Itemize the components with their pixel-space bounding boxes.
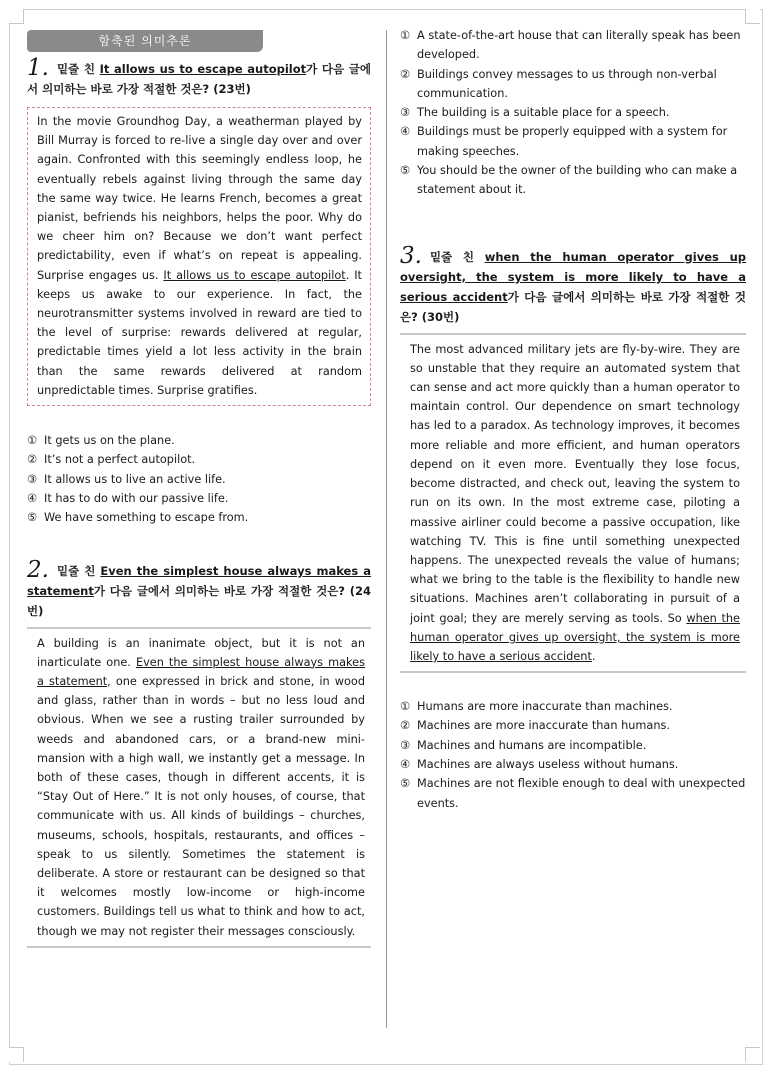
option-marker: ③: [400, 738, 411, 752]
question-number: 1.: [27, 55, 49, 81]
crop-mark-top-right: [745, 9, 760, 24]
section-badge: 함축된 의미추론: [27, 30, 263, 52]
option-text: Machines and humans are incompatible.: [417, 738, 647, 752]
option-2[interactable]: [27, 450, 371, 469]
passage-text: In the movie Groundhog Day, a weatherman played by Bill Murray is forced to re-live a single day over and over again. Confronted with this seemingly endless loop, he eventually rebels against living through the same day the same way twice. He learns French, becomes a great pianist, befriends his neighbors, helps the poor. Why do we cheer him on? Because we don’t want perfect predictability, even if what’s on repeat is appealing. Surprise engages us.: [37, 115, 362, 282]
option-marker: ①: [400, 29, 411, 42]
option-text: You should be the owner of the building who can make a statement about it.: [417, 164, 738, 197]
option-marker: ④: [27, 491, 38, 505]
passage-text: .: [591, 649, 596, 663]
option-1[interactable]: [400, 697, 746, 716]
heading-suffix: 가 다음 글에서 의미하는 바로 가장 적절한 것은? (24번): [27, 583, 371, 618]
option-4[interactable]: [27, 489, 371, 508]
option-text: A state-of-the-art house that can literally speak has been developed.: [417, 29, 741, 62]
passage-text: . It keeps us awake to our experience. In fact, the neurotransmitter systems involved in reward are tied to the level of surprise: rewards delivered at regular, predictable times yield a lot less activity in the brain than the same rewards delivered at random unpredictable times. Surprise gratifies.: [37, 268, 362, 397]
option-text: It allows us to live an active life.: [44, 472, 226, 486]
passage-text: A building is an inanimate object, but it is not an inarticulate one.: [37, 636, 365, 669]
right-column: [400, 26, 746, 813]
option-2[interactable]: [400, 716, 746, 735]
crop-mark-top-left: [9, 9, 24, 24]
question-2-passage: [27, 627, 371, 948]
heading-prefix: 밑줄 친: [56, 62, 100, 76]
option-text: Machines are always useless without humans.: [417, 758, 679, 772]
passage-text: The most advanced military jets are fly-by-wire. They are so unstable that they require an automated system that can sense and act more quickly than a human operator to maintain control. Our dependence on smart technology has led to a paradox. As technology improves, it becomes more reliable and more efficient, and human operators depend on it even more. Eventually they lose focus, become distracted, and check out, leaving the system to run on its own. In the most extreme case, piloting a massive airliner could become a passive occupation, like watching TV. This is fine until something unexpected happens. The unexpected reveals the value of humans; what we bring to the table is the flexibility to handle new situations. Machines aren’t collaborating in pursuit of a joint goal; they are merely serving as tools. So: [410, 342, 740, 625]
question-1: [27, 55, 371, 528]
question-3-options: [400, 697, 746, 813]
option-marker: ②: [400, 719, 411, 733]
question-2-options: [400, 26, 746, 200]
heading-underlined-phrase: Even the simplest house always makes a statement: [27, 563, 371, 598]
left-column: [27, 30, 371, 948]
option-marker: ⑤: [27, 511, 38, 525]
option-marker: ③: [27, 472, 38, 486]
question-number: 3.: [400, 242, 422, 269]
option-text: It has to do with our passive life.: [44, 491, 229, 505]
option-text: Machines are not flexible enough to deal with unexpected events.: [417, 777, 746, 810]
column-divider: [386, 30, 387, 1028]
option-marker: ⑤: [400, 777, 411, 791]
heading-suffix: 가 다음 글에서 의미하는 바로 가장 적절한 것은? (23번): [27, 62, 371, 96]
option-marker: ④: [400, 125, 411, 139]
option-5[interactable]: [400, 774, 746, 813]
option-4[interactable]: [400, 122, 746, 161]
option-text: It’s not a perfect autopilot.: [44, 453, 196, 467]
option-text: We have something to escape from.: [44, 511, 249, 525]
option-text: Buildings must be properly equipped with a system for making speeches.: [417, 125, 728, 158]
option-text: Machines are more inaccurate than humans.: [417, 719, 670, 733]
question-2-heading: [27, 556, 371, 621]
option-marker: ②: [400, 67, 411, 81]
heading-underlined-phrase: It allows us to escape autopilot: [99, 62, 307, 76]
question-3-passage: [400, 333, 746, 673]
option-marker: ③: [400, 106, 411, 120]
option-3[interactable]: [27, 470, 371, 489]
passage-underlined-phrase: when the human operator gives up oversight, the system is more likely to have a serious accident: [410, 611, 740, 663]
question-1-passage: [27, 107, 371, 406]
option-text: The building is a suitable place for a speech.: [417, 106, 670, 120]
question-2: [27, 556, 371, 948]
option-5[interactable]: [400, 161, 746, 200]
crop-mark-bottom-left: [9, 1047, 24, 1062]
question-1-options: [27, 431, 371, 527]
heading-suffix: 가 다음 글에서 의미하는 바로 가장 적절한 것은? (30번): [400, 289, 746, 324]
option-marker: ②: [27, 453, 38, 467]
option-2[interactable]: [400, 65, 746, 104]
question-number: 2.: [27, 556, 49, 583]
option-marker: ⑤: [400, 164, 411, 178]
crop-mark-bottom-right: [745, 1047, 760, 1062]
option-marker: ①: [27, 434, 38, 448]
option-marker: ④: [400, 758, 411, 772]
question-1-heading: [27, 55, 371, 99]
heading-underlined-phrase: when the human operator gives up oversight, the system is more likely to have a serious accident: [400, 249, 746, 304]
question-3-heading: [400, 242, 746, 327]
passage-underlined-phrase: It allows us to escape autopilot: [163, 268, 346, 282]
option-1[interactable]: [27, 431, 371, 450]
passage-text: , one expressed in brick and stone, in wood and glass, rather than in words – but no less loud and obvious. When we see a rusting trailer surrounded by weeds and abandoned cars, or a brand-new mini-mansion with a high wall, we instantly get a message. In both of these cases, though in different accents, it is “Stay Out of Here.” It is not only houses, of course, that communicate with us. All kinds of buildings – churches, museums, schools, hospitals, restaurants, and offices – speak to us silently. Sometimes the statement is deliberate. A store or restaurant can be designed so that it welcomes mostly low-income or high-income customers. Buildings tell us what to think and how to act, though we may not register their messages consciously.: [37, 674, 365, 938]
heading-prefix: 밑줄 친: [56, 563, 101, 578]
option-3[interactable]: [400, 103, 746, 122]
passage-underlined-phrase: Even the simplest house always makes a statement: [37, 655, 366, 688]
question-3: [400, 242, 746, 813]
heading-prefix: 밑줄 친: [429, 249, 485, 264]
option-text: Humans are more inaccurate than machines.: [417, 700, 673, 714]
option-marker: ①: [400, 700, 411, 714]
option-4[interactable]: [400, 755, 746, 774]
option-text: Buildings convey messages to us through non-verbal communication.: [417, 67, 717, 100]
option-3[interactable]: [400, 736, 746, 755]
option-5[interactable]: [27, 508, 371, 527]
option-text: It gets us on the plane.: [44, 434, 175, 448]
option-1[interactable]: [400, 26, 746, 65]
